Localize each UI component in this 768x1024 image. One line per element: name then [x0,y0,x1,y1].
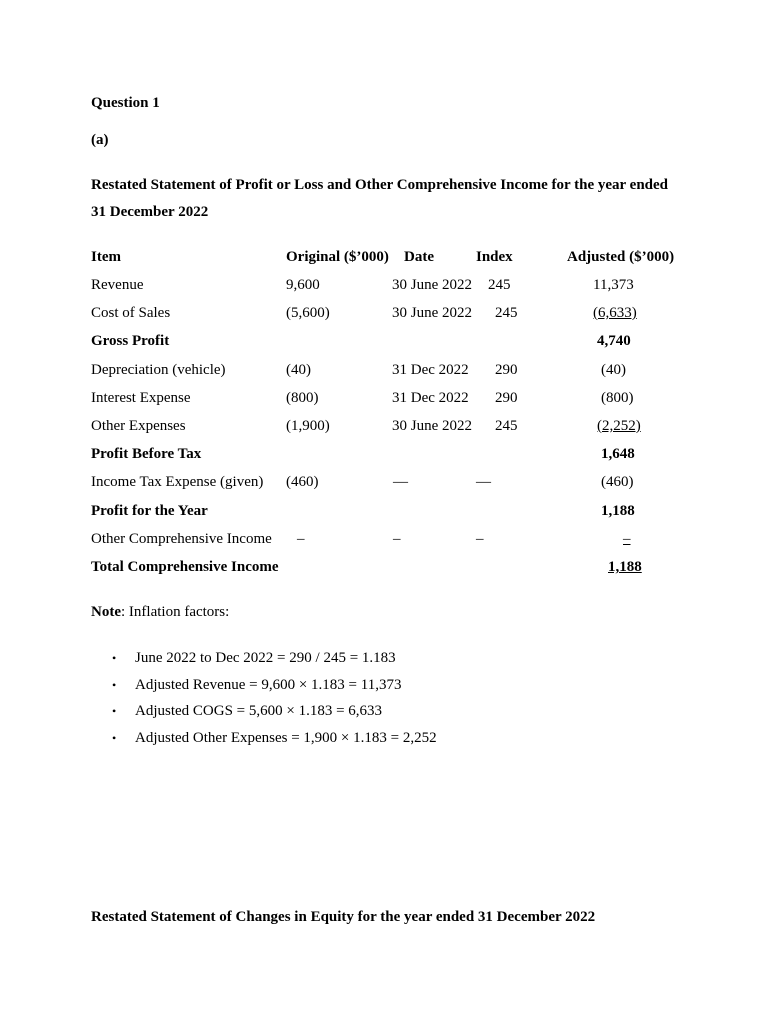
row-item: Total Comprehensive Income [91,559,279,575]
row-date: 30 June 2022 [392,277,472,293]
row-item: Gross Profit [91,333,170,349]
row-item: Other Comprehensive Income [91,531,272,547]
row-item: Profit Before Tax [91,446,202,462]
header-original: Original ($’000) [286,249,389,265]
row-item: Other Expenses [91,418,186,434]
list-item-text: June 2022 to Dec 2022 = 290 / 245 = 1.183 [135,650,396,666]
row-adjusted: (2,252) [597,418,641,434]
row-index: 290 [495,390,518,406]
row-adjusted: (460) [601,474,634,490]
statement1-title-line2: 31 December 2022 [91,204,209,220]
bullet-icon: • [112,704,117,718]
list-item-text: Adjusted Other Expenses = 1,900 × 1.183 = 2,252 [135,730,437,746]
row-date: 31 Dec 2022 [392,390,469,406]
row-original: 9,600 [286,277,320,293]
row-item: Income Tax Expense (given) [91,474,264,490]
bullet-icon: • [112,651,117,665]
row-original: (1,900) [286,418,330,434]
row-adjusted: (6,633) [593,305,637,321]
row-adjusted: 4,740 [597,333,631,349]
row-item: Revenue [91,277,144,293]
row-index: 245 [488,277,511,293]
row-date: — [393,474,408,490]
row-adjusted: 1,188 [608,559,642,575]
note [91,603,229,621]
row-adjusted: (800) [601,390,634,406]
row-index: – [476,531,484,547]
row-item: Depreciation (vehicle) [91,362,226,378]
row-item: Profit for the Year [91,503,208,519]
list-item-text: Adjusted Revenue = 9,600 × 1.183 = 11,373 [135,677,402,693]
note-text: : Inflation factors: [121,604,230,620]
row-adjusted: 1,648 [601,446,635,462]
row-item: Cost of Sales [91,305,171,321]
statement2-title: Restated Statement of Changes in Equity for the year ended 31 December 2022 [91,909,596,925]
bullet-icon: • [112,678,117,692]
row-original: (460) [286,474,319,490]
row-date: 30 June 2022 [392,418,472,434]
row-original: – [297,531,305,547]
question-title: Question 1 [91,95,160,111]
row-index: 245 [495,418,518,434]
row-adjusted: – [623,531,631,547]
part-label: (a) [91,132,109,148]
row-index: 290 [495,362,518,378]
bullet-icon: • [112,731,117,745]
row-item: Interest Expense [91,390,191,406]
row-date: – [393,531,401,547]
row-original: (40) [286,362,311,378]
row-index: — [476,474,491,490]
row-index: 245 [495,305,518,321]
header-adjusted: Adjusted ($’000) [567,249,675,265]
row-original: (800) [286,390,319,406]
header-date: Date [404,249,434,265]
header-item: Item [91,249,121,265]
header-index: Index [476,249,513,265]
row-original: (5,600) [286,305,330,321]
row-adjusted: 1,188 [601,503,635,519]
note-label: Note [91,604,121,620]
statement1-title-line1: Restated Statement of Profit or Loss and Other Comprehensive Income for the year ended [91,177,669,193]
row-adjusted: (40) [601,362,626,378]
row-date: 30 June 2022 [392,305,472,321]
row-date: 31 Dec 2022 [392,362,469,378]
list-item-text: Adjusted COGS = 5,600 × 1.183 = 6,633 [135,703,383,719]
row-adjusted: 11,373 [593,277,634,293]
